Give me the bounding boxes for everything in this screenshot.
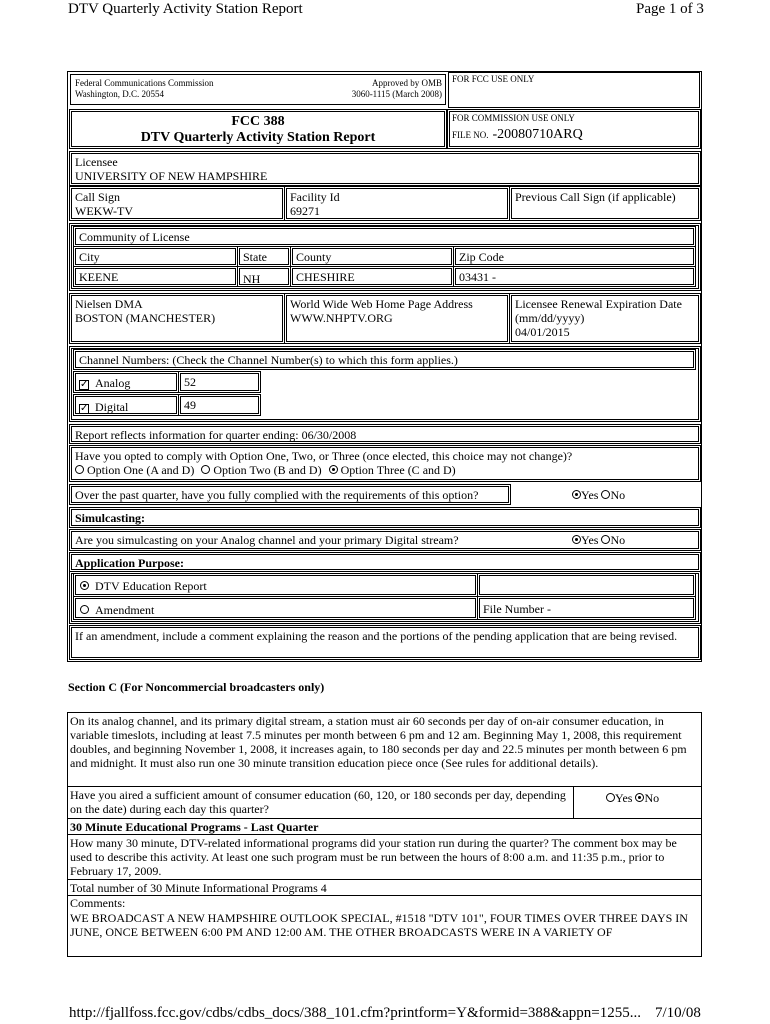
analog-channel-value: 52 [184, 375, 196, 389]
comments-field [69, 896, 700, 939]
agency-name: Federal Communications Commission [75, 78, 214, 88]
previous-call-sign-field [509, 186, 701, 221]
amendment-note [69, 625, 701, 660]
channels-label [73, 349, 696, 370]
omb-line1: Approved by OMB [372, 78, 442, 88]
programs-heading-text: 30 Minute Educational Programs - Last Quarter [70, 820, 319, 834]
analog-checkbox[interactable]: ✓ [80, 379, 89, 390]
digital-checkbox[interactable]: ✓ [80, 403, 89, 414]
page-header-title: DTV Quarterly Activity Station Report [68, 1, 303, 17]
renewal-value: 04/01/2015 [515, 325, 570, 339]
zip-label-text: Zip Code [459, 250, 504, 264]
quarter-text: Report reflects information for quarter ending: 06/30/2008 [75, 428, 357, 442]
education-report-label: DTV Education Report [95, 579, 207, 593]
complied-no-label: No [610, 488, 626, 502]
call-sign-label: Call Sign [75, 190, 121, 204]
zip-label [453, 246, 696, 267]
licensee-value: UNIVERSITY OF NEW HAMPSHIRE [75, 169, 268, 183]
complied-yes-label: Yes [581, 488, 599, 502]
complied-question-box [69, 484, 511, 505]
previous-call-sign-label: Previous Call Sign (if applicable) [515, 190, 676, 204]
omb-line2: 3060-1115 (March 2008) [351, 89, 442, 99]
fcc-use-label: FOR FCC USE ONLY [452, 74, 535, 84]
programs-text [67, 834, 702, 880]
simulcasting-question: Are you simulcasting on your Analog channel and your primary Digital stream? [75, 533, 459, 547]
options-question: Have you opted to comply with Option One, Two, or Three (once elected, this choice may not change)? [75, 449, 573, 463]
agency-box [70, 74, 446, 105]
option-one-radio[interactable] [75, 465, 84, 474]
education-report-row [73, 573, 478, 597]
programs-heading [67, 818, 702, 835]
aired-answer [606, 791, 659, 805]
city-label-text: City [79, 250, 100, 264]
programs-total-text: Total number of 30 Minute Informational Programs 4 [70, 881, 327, 895]
programs-text-content: How many 30 minute, DTV-related informational programs did your station run during the quarter? The comment box may be used to describe this activity. At least one such program must be run between the hours of 8:00 a.m. and 11:35 p.m., prior to February 17, 2009. [70, 836, 677, 878]
omb-approval [352, 78, 442, 100]
aired-no-label: No [644, 791, 660, 805]
state-value [237, 266, 291, 287]
footer-date: 7/10/08 [655, 1005, 701, 1021]
city-label [73, 246, 238, 267]
simulcasting-heading [69, 507, 701, 528]
nielsen-label: Nielsen DMA [75, 297, 143, 311]
commission-use-box [447, 109, 701, 149]
form-number: FCC 388 [231, 114, 285, 129]
quarter-field [69, 424, 701, 444]
aired-yes-label: Yes [615, 791, 633, 805]
city-value [73, 266, 238, 287]
facility-id-label: Facility Id [290, 190, 340, 204]
option-two-label: Option Two (B and D) [213, 463, 322, 477]
aired-question: Have you aired a sufficient amount of consumer education (60, 120, or 180 seconds per day, depending on the date) during each day this quarter? [70, 788, 566, 816]
city-value-text: KEENE [79, 270, 119, 284]
analog-label: Analog [95, 376, 131, 390]
state-label [237, 246, 291, 267]
amendment-note-text: If an amendment, include a comment explaining the reason and the portions of the pending application that are being revised. [75, 629, 678, 643]
comments-label: Comments: [70, 896, 126, 910]
fcc-use-box [448, 72, 700, 108]
commission-use-label: FOR COMMISSION USE ONLY [452, 113, 575, 123]
analog-row [73, 371, 179, 393]
zip-value [453, 266, 696, 287]
licensee-label: Licensee [75, 155, 118, 169]
option-three-label: Option Three (C and D) [340, 463, 456, 477]
complied-yes-radio[interactable] [572, 490, 581, 499]
renewal-field [509, 293, 701, 344]
nielsen-value: BOSTON (MANCHESTER) [75, 311, 216, 325]
simulcasting-heading-text: Simulcasting: [75, 511, 146, 525]
complied-question: Over the past quarter, have you fully complied with the requirements of this option? [75, 488, 479, 502]
state-value-text: NH [243, 272, 261, 286]
purpose-blank-cell [477, 573, 696, 597]
options-choices [75, 463, 695, 477]
website-field [284, 293, 510, 344]
amendment-radio[interactable] [80, 605, 89, 614]
purpose-heading [69, 552, 701, 572]
options-field [69, 445, 701, 482]
nielsen-field [69, 293, 285, 344]
simulcasting-yes-radio[interactable] [572, 535, 581, 544]
simulcasting-answer [572, 533, 625, 547]
channels-label-text: Channel Numbers: (Check the Channel Number(s) to which this form applies.) [79, 353, 458, 367]
zip-value-text: 03431 - [459, 270, 496, 284]
form-title-box [69, 109, 447, 149]
aired-yes-radio[interactable] [606, 793, 615, 802]
file-no-label: FILE NO. [452, 130, 489, 140]
renewal-format: (mm/dd/yyyy) [515, 311, 585, 325]
facility-id-value: 69271 [290, 204, 320, 218]
analog-channel [178, 371, 261, 393]
community-label-text: Community of License [79, 230, 190, 244]
education-report-radio[interactable] [80, 581, 89, 590]
renewal-label: Licensee Renewal Expiration Date [515, 297, 682, 311]
footer-url[interactable]: http://fjallfoss.fcc.gov/cdbs/cdbs_docs/388_101.cfm?printform=Y&formid=388&appn=1255... [69, 1005, 641, 1021]
aired-question-box [67, 786, 574, 819]
call-sign-field [69, 186, 285, 221]
option-three-radio[interactable] [329, 465, 338, 474]
section-c-intro [67, 712, 702, 787]
option-one-label: Option One (A and D) [87, 463, 195, 477]
website-label: World Wide Web Home Page Address [290, 297, 473, 311]
state-label-text: State [243, 250, 267, 264]
file-no [452, 125, 583, 143]
community-label [73, 226, 696, 247]
call-sign-value: WEKW-TV [75, 204, 133, 218]
licensee-field [69, 151, 701, 186]
amendment-label: Amendment [95, 603, 155, 617]
website-value: WWW.NHPTV.ORG [290, 311, 393, 325]
file-number-label: File Number - [483, 602, 551, 616]
section-c-intro-text: On its analog channel, and its primary digital stream, a station must air 60 seconds per day of on-air consumer education, in variable timeslots, including at least 7.5 minutes per month between 6 pm and 12 am. Beginning May 1, 2008, this requirement doubles, and beginning November 1, 2008, it increases again, to 180 seconds per day and 22.5 minutes per month between 6 pm and midnight. It must also run one 30 minute transition education piece once (See rules for additional details). [70, 714, 687, 770]
simulcasting-yes-label: Yes [581, 533, 599, 547]
programs-total [67, 879, 702, 896]
agency-address: Washington, D.C. 20554 [75, 89, 165, 99]
form-title: DTV Quarterly Activity Station Report [140, 130, 376, 145]
digital-channel-value: 49 [184, 398, 196, 412]
comments-text: WE BROADCAST A NEW HAMPSHIRE OUTLOOK SPECIAL, #1518 "DTV 101", FOUR TIMES OVER THREE DAYS IN JUNE, ONCE BETWEEN 6:00 PM AND 12:00 AM. THE OTHER BROADCASTS WERE IN A VARIETY OF [70, 911, 688, 939]
file-number-field[interactable] [477, 596, 696, 620]
file-no-value: -20080710ARQ [492, 127, 583, 142]
digital-label: Digital [95, 400, 129, 414]
county-label-text: County [296, 250, 332, 264]
county-value [290, 266, 454, 287]
page-number: Page 1 of 3 [636, 1, 704, 17]
digital-row [73, 394, 179, 416]
section-c-heading: Section C (For Noncommercial broadcasters only) [68, 680, 325, 694]
purpose-heading-text: Application Purpose: [75, 556, 185, 570]
digital-channel [178, 394, 261, 416]
amendment-row [73, 596, 478, 620]
facility-id-field [284, 186, 510, 221]
simulcasting-no-label: No [610, 533, 626, 547]
option-two-radio[interactable] [201, 465, 210, 474]
county-value-text: CHESHIRE [296, 270, 355, 284]
county-label [290, 246, 454, 267]
complied-answer [572, 488, 625, 502]
